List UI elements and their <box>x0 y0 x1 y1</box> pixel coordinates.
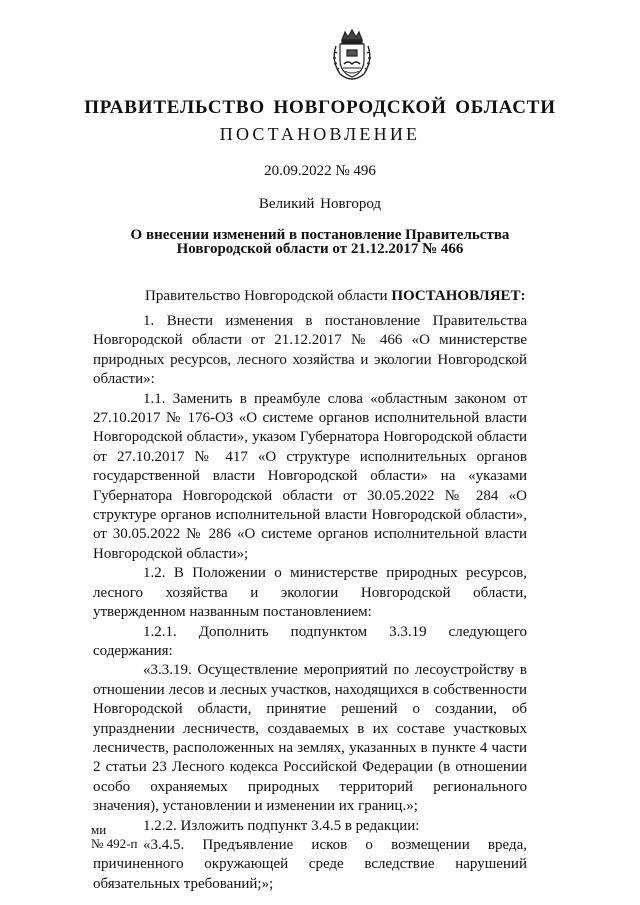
document-body <box>93 312 527 894</box>
footer <box>91 823 137 851</box>
intro-paragraph <box>145 288 526 305</box>
heading-line: О внесении изменений в постановление Правительства <box>130 227 510 243</box>
document-heading <box>0 228 640 256</box>
heading-line: Новгородской области от 21.12.2017 № 466 <box>176 241 464 257</box>
paragraph: 1.2. В Положении о министерстве природных ресурсов, лесного хозяйства и экологии Новгородской области, утвержденном названным постановлением: <box>93 565 527 621</box>
paragraph: 1.2.1. Дополнить подпунктом 3.3.19 следующего содержания: <box>93 623 527 659</box>
organization-title: ПРАВИТЕЛЬСТВО НОВГОРОДСКОЙ ОБЛАСТИ <box>84 97 556 118</box>
footer-initials: ми <box>91 822 107 837</box>
document-type: ПОСТАНОВЛЕНИЕ <box>219 124 421 144</box>
intro-text: Правительство Новгородской области <box>145 288 392 304</box>
date-number: 20.09.2022 № 496 <box>264 163 376 179</box>
paragraph: «3.4.5. Предъявление исков о возмещении вреда, причиненного окружающей среде вследствие нарушений обязательных требований;»; <box>93 836 527 892</box>
city: Великий Новгород <box>258 196 382 212</box>
footer-doc-code: № 492-п <box>91 836 138 851</box>
intro-decree: ПОСТАНОВЛЯЕТ: <box>391 288 526 304</box>
coat-of-arms-icon <box>328 28 376 80</box>
paragraph: «3.3.19. Осуществление мероприятий по лесоустройству в отношении лесов и лесных участков, находящихся в собственности Новгородской области, принятие решений о создании, об упразднении лесничеств, создаваемых в их составе участковых лесничеств, расположенных на землях, указанных в пункте 4 части 2 статьи 23 Лесного кодекса Российской Федерации (в отношении особо охраняемых природных территорий регионального значения), установлении и изменении их границ.»; <box>93 662 527 815</box>
paragraph: 1. Внести изменения в постановление Правительства Новгородской области от 21.12.2017 № 466 «О министерстве природных ресурсов, лесного хозяйства и экологии Новгородской области»: <box>93 313 527 388</box>
paragraph: 1.2.2. Изложить подпункт 3.4.5 в редакции: <box>143 817 420 834</box>
paragraph: 1.1. Заменить в преамбуле слова «областным законом от 27.10.2017 № 176-ОЗ «О системе органов исполнительной власти Новгородской области», указом Губернатора Новгородской области от 27.10.2017 № 417 «О структуре исполнительных органов государственной власти Новгородской области» на «указами Губернатора Новгородской области от 30.05.2022 № 284 «О структуре органов исполнительной власти Новгородской области», от 30.05.2022 № 286 «О системе органов исполнительной власти Новгородской области»; <box>93 390 527 562</box>
